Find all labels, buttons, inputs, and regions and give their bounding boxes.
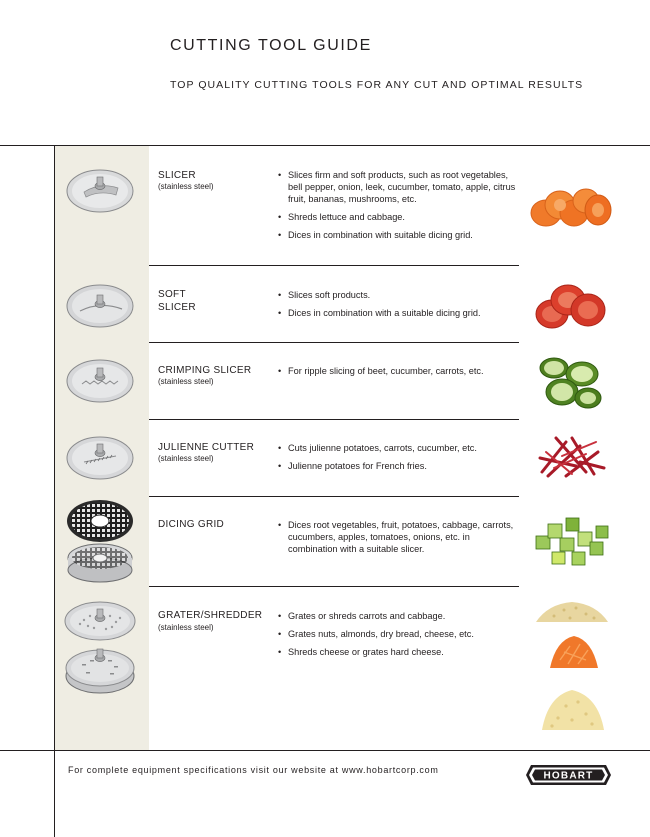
tool-name: CRIMPING SLICER bbox=[158, 365, 252, 376]
footer-website-note: For complete equipment specifications visit our website at www.hobartcorp.com bbox=[68, 765, 439, 775]
description-item: • For ripple slicing of beet, cucumber, carrots, etc. bbox=[277, 365, 517, 377]
julienne-cutter-disc-icon bbox=[66, 435, 134, 481]
tool-name: GRATER/SHREDDER bbox=[158, 610, 263, 621]
description-item: • Shreds lettuce and cabbage. bbox=[277, 211, 517, 223]
tool-name-line-2: SLICER bbox=[158, 302, 196, 313]
description-item: • Grates nuts, almonds, dry bread, cheese, etc. bbox=[277, 628, 517, 640]
cucumber-dice-icon bbox=[532, 514, 614, 568]
tool-description-list bbox=[277, 519, 517, 561]
tool-description-list bbox=[277, 610, 517, 664]
crimping-slicer-disc-icon bbox=[66, 358, 134, 404]
grater-disc-icon bbox=[64, 600, 136, 642]
tool-name: SLICER bbox=[158, 170, 196, 181]
row-divider bbox=[149, 342, 519, 343]
grated-cheese-pile-icon bbox=[540, 684, 606, 736]
description-item: • Grates or shreds carrots and cabbage. bbox=[277, 610, 517, 622]
row-divider bbox=[149, 265, 519, 266]
description-item: • Dices in combination with a suitable dicing grid. bbox=[277, 307, 517, 319]
tool-name: SOFT bbox=[158, 289, 186, 300]
dicing-grid-side-icon bbox=[66, 542, 134, 584]
tool-description-list bbox=[277, 289, 517, 325]
cucumber-slices-icon bbox=[536, 354, 606, 410]
hobart-logo bbox=[525, 764, 612, 786]
tomato-slices-icon bbox=[534, 280, 608, 332]
tool-description-list bbox=[277, 365, 517, 383]
soft-slicer-disc-icon bbox=[66, 283, 134, 329]
tool-material: (stainless steel) bbox=[158, 623, 214, 632]
description-item: • Dices root vegetables, fruit, potatoes, cabbage, carrots, cucumbers, apples, tomatoes, onions, etc. in combination with a suitable slicer. bbox=[277, 519, 517, 555]
description-item: • Shreds cheese or grates hard cheese. bbox=[277, 646, 517, 658]
grated-cheese-icon bbox=[534, 598, 610, 628]
description-item: • Julienne potatoes for French fries. bbox=[277, 460, 517, 472]
tool-material: (stainless steel) bbox=[158, 377, 214, 386]
logo-text: HOBART bbox=[543, 770, 594, 782]
row-divider bbox=[149, 586, 519, 587]
tool-material: (stainless steel) bbox=[158, 454, 214, 463]
description-item: • Dices in combination with suitable dicing grid. bbox=[277, 229, 517, 241]
description-item: • Slices soft products. bbox=[277, 289, 517, 301]
beet-julienne-icon bbox=[536, 432, 608, 482]
tool-description-list bbox=[277, 442, 517, 478]
description-item: • Cuts julienne potatoes, carrots, cucumber, etc. bbox=[277, 442, 517, 454]
row-divider bbox=[149, 496, 519, 497]
shredder-disc-icon bbox=[64, 646, 136, 696]
row-divider bbox=[149, 419, 519, 420]
slicer-disc-icon bbox=[66, 168, 134, 214]
tool-description-list bbox=[277, 169, 517, 247]
tool-name: DICING GRID bbox=[158, 519, 225, 530]
page-subtitle: TOP QUALITY CUTTING TOOLS FOR ANY CUT AND OPTIMAL RESULTS bbox=[170, 79, 584, 91]
page-title: CUTTING TOOL GUIDE bbox=[170, 37, 372, 54]
tool-name: JULIENNE CUTTER bbox=[158, 442, 255, 453]
description-item: • Slices firm and soft products, such as root vegetables, bell pepper, onion, leek, cucumber, tomato, apple, citrus fruit, bananas, mushrooms, etc. bbox=[277, 169, 517, 205]
bottom-divider bbox=[0, 750, 650, 751]
dicing-grid-top-icon bbox=[66, 498, 134, 544]
tool-material: (stainless steel) bbox=[158, 182, 214, 191]
shredded-carrot-icon bbox=[546, 634, 602, 674]
carrot-slices-icon bbox=[530, 183, 614, 233]
